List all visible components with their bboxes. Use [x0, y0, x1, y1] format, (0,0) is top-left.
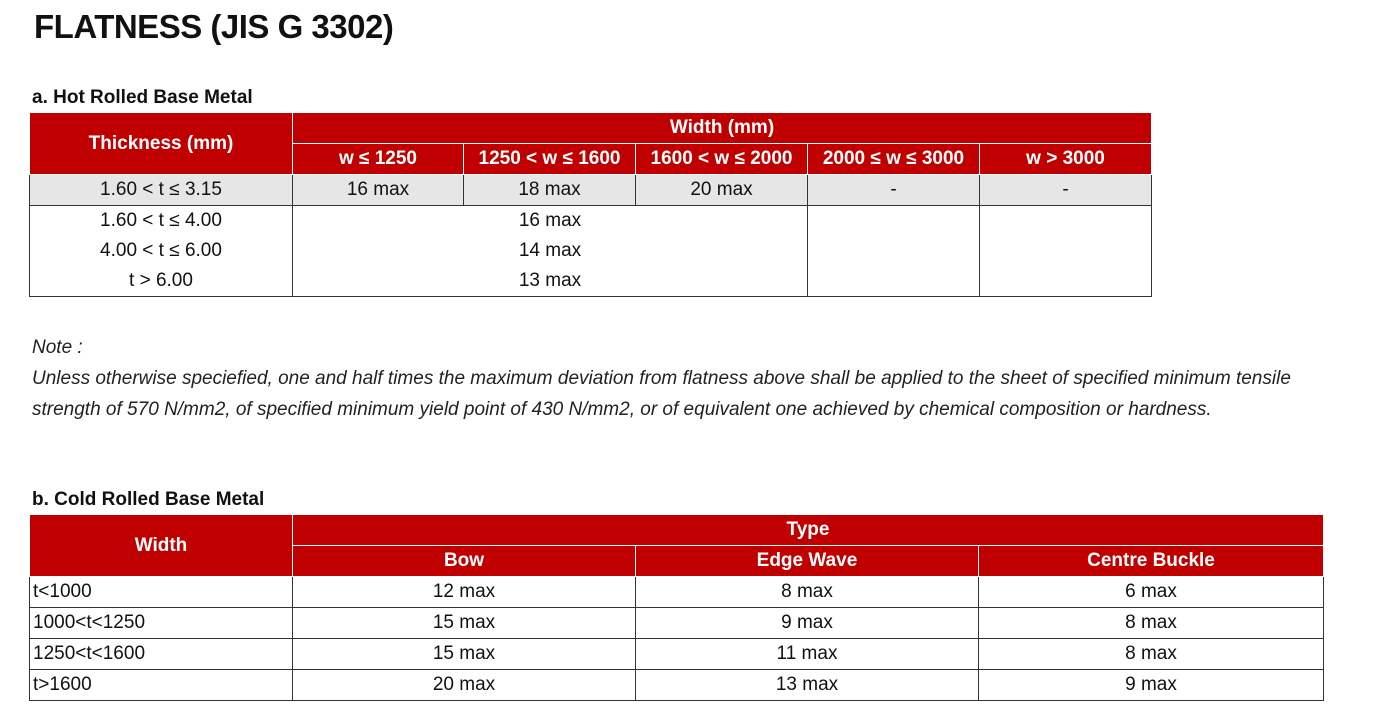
value-cell: 11 max	[636, 639, 979, 670]
page-title: FLATNESS (JIS G 3302)	[34, 8, 394, 45]
type-col: Centre Buckle	[979, 546, 1324, 577]
table-row	[30, 577, 1324, 608]
cold-rolled-table	[29, 514, 1324, 701]
width-col: 2000 ≤ w ≤ 3000	[808, 144, 980, 175]
width-cell: t>1600	[30, 670, 293, 701]
value-cell: 20 max	[636, 175, 808, 206]
width-col: w > 3000	[980, 144, 1152, 175]
hot-rolled-table	[29, 112, 1152, 297]
value-cell: 13 max	[636, 670, 979, 701]
value-cell: 9 max	[636, 608, 979, 639]
thickness-cell: t > 6.00	[30, 266, 293, 297]
thickness-cell: 1.60 < t ≤ 4.00	[30, 206, 293, 237]
note-label: Note :	[32, 337, 83, 358]
value-cell: 13 max	[293, 266, 808, 297]
value-cell: -	[980, 175, 1152, 206]
width-cell: 1000<t<1250	[30, 608, 293, 639]
thickness-cell: 4.00 < t ≤ 6.00	[30, 236, 293, 266]
value-cell: 15 max	[293, 608, 636, 639]
value-cell: 12 max	[293, 577, 636, 608]
value-cell: 16 max	[293, 175, 464, 206]
width-cell: 1250<t<1600	[30, 639, 293, 670]
table-row	[30, 670, 1324, 701]
table-row	[30, 175, 1152, 206]
table-row	[30, 639, 1324, 670]
value-cell: 8 max	[636, 577, 979, 608]
table-row	[30, 236, 1152, 266]
header-thickness: Thickness (mm)	[30, 113, 293, 175]
value-cell: 18 max	[464, 175, 636, 206]
value-cell: 15 max	[293, 639, 636, 670]
note-text: Unless otherwise speciefied, one and half times the maximum deviation from flatness above shall be applied to the sheet of specified minimum tensile strength of 570 N/mm2, of specified minimum yield point of 430 N/mm2, or of equivalent one achieved by chemical composition or hardness.	[32, 368, 1291, 420]
header-width: Width (mm)	[293, 113, 1152, 144]
width-col: 1600 < w ≤ 2000	[636, 144, 808, 175]
table-row	[30, 608, 1324, 639]
value-cell: 8 max	[979, 608, 1324, 639]
value-cell: 20 max	[293, 670, 636, 701]
header-width: Width	[30, 515, 293, 577]
value-cell: -	[808, 175, 980, 206]
value-cell: 6 max	[979, 577, 1324, 608]
value-cell: 8 max	[979, 639, 1324, 670]
section-b-title: b. Cold Rolled Base Metal	[32, 489, 265, 510]
width-col: w ≤ 1250	[293, 144, 464, 175]
header-type: Type	[293, 515, 1324, 546]
type-col: Edge Wave	[636, 546, 979, 577]
value-cell: 9 max	[979, 670, 1324, 701]
value-cell: 14 max	[293, 236, 808, 266]
section-a-title: a. Hot Rolled Base Metal	[32, 87, 253, 108]
thickness-cell: 1.60 < t ≤ 3.15	[30, 175, 293, 206]
value-cell: 16 max	[293, 206, 808, 237]
note	[32, 332, 1332, 425]
width-cell: t<1000	[30, 577, 293, 608]
type-col: Bow	[293, 546, 636, 577]
table-row	[30, 206, 1152, 237]
table-row	[30, 266, 1152, 297]
width-col: 1250 < w ≤ 1600	[464, 144, 636, 175]
